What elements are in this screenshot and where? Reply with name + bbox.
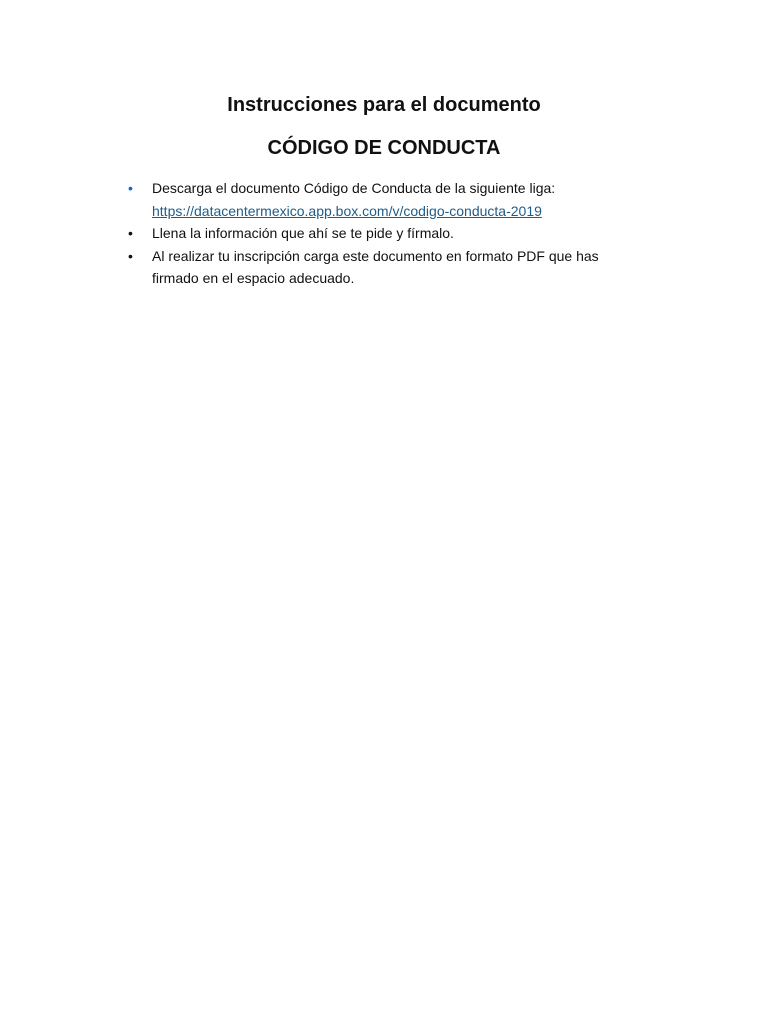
document-subtitle: CÓDIGO DE CONDUCTA: [267, 137, 501, 159]
list-item: [128, 222, 628, 245]
instruction-text: Descarga el documento Código de Conducta de la siguiente liga:: [152, 180, 556, 196]
list-item: [128, 177, 628, 222]
instruction-text: Llena la información que ahí se te pide y fírmalo.: [152, 225, 454, 241]
download-link[interactable]: https://datacentermexico.app.box.com/v/codigo-conducta-2019: [152, 202, 542, 219]
document-title: Instrucciones para el documento: [227, 94, 541, 116]
instruction-list: [128, 177, 628, 290]
instruction-text-continued: firmado en el espacio adecuado.: [152, 270, 355, 286]
instruction-text: Al realizar tu inscripción carga este documento en formato PDF que has: [152, 247, 599, 264]
bullet-icon: •: [128, 225, 133, 241]
bullet-icon: •: [128, 180, 133, 196]
bullet-icon: •: [128, 247, 133, 264]
list-item: [128, 245, 628, 290]
